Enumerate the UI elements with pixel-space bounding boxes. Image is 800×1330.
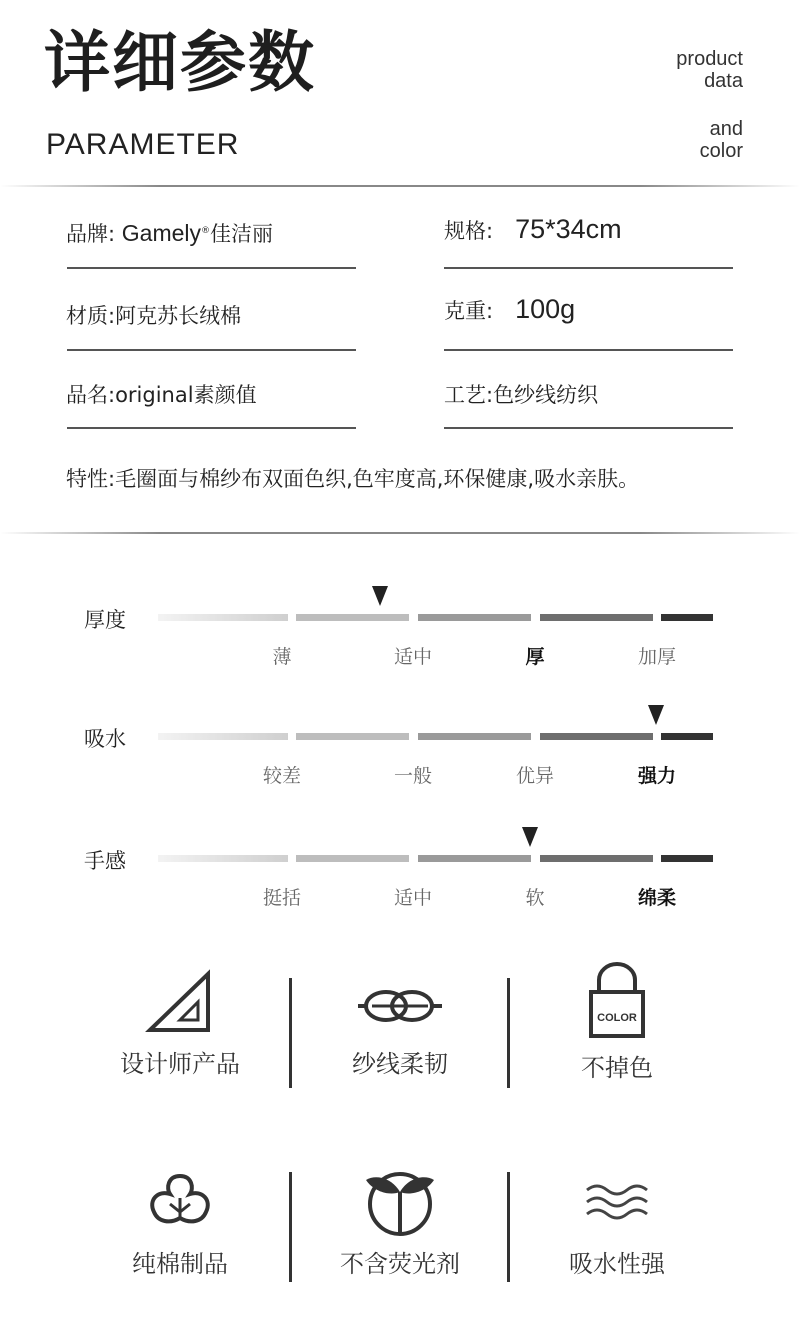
rating-tick-label: 软 xyxy=(525,887,545,909)
rating-marker-icon xyxy=(648,705,664,725)
feature-label: 吸水性强 xyxy=(569,1250,665,1278)
rating-scale-segment xyxy=(540,614,653,621)
row-underline xyxy=(444,349,733,351)
rating-scale-segment xyxy=(296,733,409,740)
brand-row xyxy=(66,218,273,248)
page-title: 详细参数 xyxy=(44,24,316,101)
rating-scale-segment xyxy=(158,614,288,621)
rating-scale-segment xyxy=(158,733,288,740)
rating-marker-icon xyxy=(522,827,538,847)
row-underline xyxy=(444,267,733,269)
feature-row: 特性:毛圈面与棉纱布双面色织,色牢度高,环保健康,吸水亲肤。 xyxy=(66,467,640,491)
rating-label: 厚度 xyxy=(84,608,126,632)
rating-tick-label: 较差 xyxy=(262,765,301,787)
row-underline xyxy=(444,427,733,429)
rating-scale-segment xyxy=(158,855,288,862)
feature-label: 纱线柔韧 xyxy=(352,1050,448,1078)
side-text: color xyxy=(699,140,743,162)
side-text: product xyxy=(676,48,743,70)
rating-scale-segment xyxy=(296,614,409,621)
rating-scale-segment xyxy=(661,614,713,621)
weight-label: 克重: xyxy=(444,299,494,323)
rating-tick-label: 一般 xyxy=(393,765,432,787)
rating-label: 吸水 xyxy=(84,727,126,751)
rating-tick-label: 薄 xyxy=(272,646,292,668)
row-underline xyxy=(67,349,356,351)
feature-separator xyxy=(289,1172,292,1282)
feature-cotton xyxy=(85,1168,275,1279)
rating-tick-label: 适中 xyxy=(393,887,432,909)
row-underline xyxy=(67,267,356,269)
size-row xyxy=(444,214,622,245)
craft-row: 工艺:色纱线纺织 xyxy=(444,383,599,407)
rating-tick-label: 强力 xyxy=(637,765,676,787)
side-text: data xyxy=(704,70,743,92)
rating-tick-label: 适中 xyxy=(393,646,432,668)
side-text: and xyxy=(709,118,743,140)
registered-mark: ® xyxy=(201,226,211,236)
sprout-icon xyxy=(360,1162,440,1238)
brand-cn: 佳洁丽 xyxy=(210,222,274,246)
feature-label: 设计师产品 xyxy=(120,1050,240,1078)
row-underline xyxy=(67,427,356,429)
set-square-icon xyxy=(140,968,220,1038)
feature-absorbent xyxy=(522,1168,712,1279)
brand-label: 品牌: xyxy=(66,222,116,246)
material-row: 材质:阿克苏长绒棉 xyxy=(66,304,242,328)
rating-tick-label: 优异 xyxy=(515,765,554,787)
feature-label: 纯棉制品 xyxy=(132,1250,228,1278)
feature-separator xyxy=(507,1172,510,1282)
feature-separator xyxy=(507,978,510,1088)
feature-colorfast xyxy=(522,962,712,1083)
rating-scale-segment xyxy=(540,733,653,740)
product-name-row: 品名:original素颜值 xyxy=(66,383,257,407)
header-divider xyxy=(0,185,800,187)
rating-tick-label: 加厚 xyxy=(637,646,676,668)
water-waves-icon xyxy=(577,1168,657,1238)
feature-no-fluorescent xyxy=(305,1162,495,1279)
brand-logo-text: Gamely xyxy=(121,220,202,246)
rating-tick-label: 绵柔 xyxy=(637,887,676,909)
lock-icon-text: COLOR xyxy=(597,1012,637,1024)
rating-scale-segment xyxy=(418,733,531,740)
knot-icon xyxy=(350,968,450,1038)
rating-scale-segment xyxy=(296,855,409,862)
rating-tick-label: 厚 xyxy=(525,646,545,668)
rating-label: 手感 xyxy=(84,849,126,873)
side-caption-product-data xyxy=(676,48,743,92)
size-label: 规格: xyxy=(444,219,494,243)
section-divider xyxy=(0,532,800,534)
page-subtitle: PARAMETER xyxy=(46,128,240,161)
rating-scale-segment xyxy=(418,855,531,862)
size-value: 75*34cm xyxy=(515,214,622,244)
rating-scale-segment xyxy=(540,855,653,862)
rating-scale-segment xyxy=(418,614,531,621)
side-caption-and-color xyxy=(700,118,743,162)
rating-scale-segment xyxy=(661,733,713,740)
feature-label: 不含荧光剂 xyxy=(340,1250,460,1278)
feature-label: 不掉色 xyxy=(581,1054,653,1082)
feature-separator xyxy=(289,978,292,1088)
rating-marker-icon xyxy=(372,586,388,606)
feature-designer xyxy=(85,968,275,1079)
feature-yarn xyxy=(305,968,495,1079)
cotton-icon xyxy=(140,1168,220,1238)
color-lock-icon xyxy=(577,962,657,1042)
weight-value: 100g xyxy=(515,294,576,324)
weight-row xyxy=(444,294,575,325)
rating-tick-label: 挺括 xyxy=(262,887,301,909)
rating-scale-segment xyxy=(661,855,713,862)
